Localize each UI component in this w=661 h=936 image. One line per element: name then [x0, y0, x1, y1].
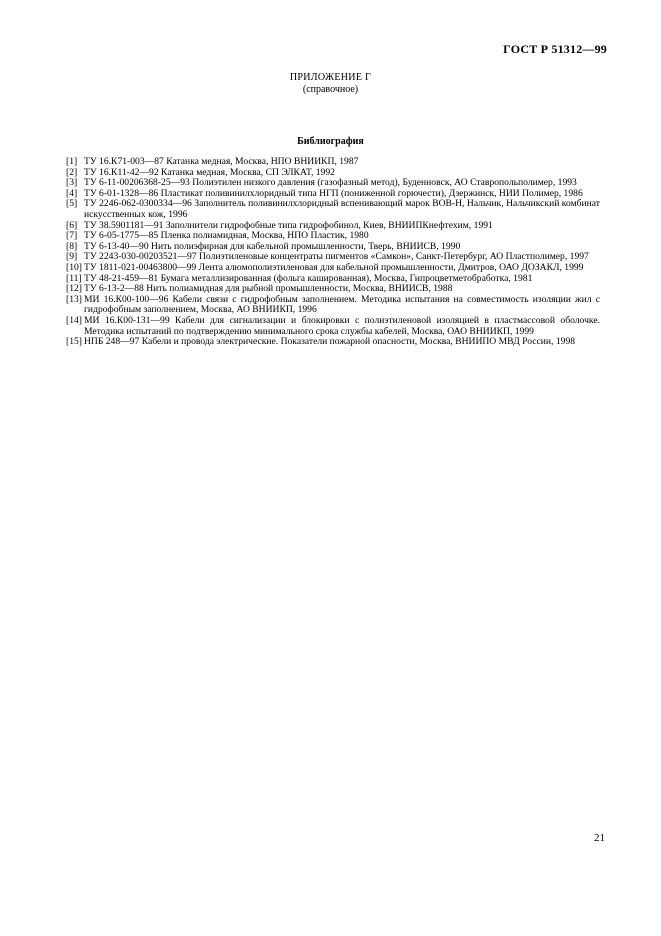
bibliography-item-number: [13] — [66, 293, 82, 305]
appendix-subtitle: (справочное) — [302, 84, 359, 95]
document-code: ГОСТ Р 51312—99 — [503, 42, 607, 56]
bibliography-item-text: ТУ 2246-062-0300334—96 Заполнитель поливинилхлоридный вспенивающий марок ВОВ-Н, Нальчик, Нальчикский комбинат искусственных кож, 1996 — [84, 198, 600, 220]
bibliography-item-text: ТУ 2243-030-00203521—97 Полиэтиленовые концентраты пигментов «Самкон», Санкт-Петербург, АО Пластполимер, 1997 — [84, 251, 589, 263]
bibliography-item-text: ТУ 1811-021-00463800—99 Лента алюмополиэтиленовая для кабельной промышленности, Дмитров, ОАО ДОЗАКЛ, 1999 — [84, 261, 584, 273]
bibliography-item-text: ТУ 16.К71-003—87 Катанка медная, Москва, НПО ВНИИКП, 1987 — [84, 156, 359, 167]
bibliography-item-number: [10] — [66, 261, 82, 273]
bibliography-item-number: [11] — [66, 272, 82, 284]
bibliography-item-number: [3] — [66, 177, 78, 189]
page-number: 21 — [594, 832, 605, 844]
bibliography-item-text: ТУ 6-13-2—88 Нить полиамидная для рыбной промышленности, Москва, ВНИИСВ, 1988 — [84, 283, 453, 295]
appendix-title: ПРИЛОЖЕНИЕ Г — [289, 72, 372, 83]
bibliography-item-text: НПБ 248—97 Кабели и провода электрические. Показатели пожарной опасности, Москва, ВНИИПО МВД России, 1998 — [84, 336, 576, 348]
bibliography-item-number: [14] — [66, 314, 82, 326]
bibliography-item-number: [1] — [66, 156, 78, 167]
bibliography-item-text: ТУ 6-01-1328—86 Пластикат поливинилхлоридный типа НГП (пониженной горючести), Дзержинск, НИИ Полимер, 1986 — [84, 187, 583, 199]
bibliography-item-number: [6] — [66, 219, 78, 231]
bibliography-item-text: ТУ 48-21-459—81 Бумага металлизированная (фольга кашированная), Москва, Гипроцветметобработка, 1981 — [84, 272, 533, 284]
bibliography-item-text: МИ 16.К00-131—99 Кабели для сигнализации и блокировки с полиэтиленовой изоляцией в пластмассовой оболочке. Методика испытаний по подтверждению минимального срока службы кабелей, Москва, ОАО ВНИИКП, 1999 — [84, 314, 600, 337]
bibliography-item-text: ТУ 38.5901181—91 Заполнители гидрофобные типа гидрофобинол, Киев, ВНИИПКнефтехим, 1991 — [84, 219, 493, 231]
bibliography-item-text: ТУ 6-05-1775—85 Пленка полиамидная, Москва, НПО Пластик, 1980 — [84, 230, 369, 242]
bibliography-item — [66, 337, 600, 348]
appendix-header — [0, 72, 661, 96]
bibliography-item-text: ТУ 6-13-40—90 Нить полиэфирная для кабельной промышленности, Тверь, ВНИИСВ, 1990 — [84, 240, 461, 252]
bibliography-item-text: ТУ 6-11-00206368-25—93 Полиэтилен низкого давления (газофазный метод), Буденновск, АО Ставропольполимер, 1993 — [84, 177, 577, 189]
bibliography-heading: Библиография — [297, 136, 364, 147]
bibliography-item-number: [7] — [66, 230, 78, 242]
bibliography-item — [66, 316, 600, 337]
bibliography-item-number: [2] — [66, 166, 78, 178]
bibliography-item — [66, 199, 600, 220]
bibliography-item — [66, 295, 600, 316]
bibliography-item-number: [15] — [66, 336, 82, 348]
bibliography-item-number: [12] — [66, 283, 82, 295]
bibliography-item-number: [9] — [66, 251, 78, 263]
bibliography-item-text: ТУ 16.К11-42—92 Катанка медная, Москва, СП ЭЛКАТ, 1992 — [84, 166, 335, 178]
bibliography-item-text: МИ 16.К00-100—96 Кабели связи с гидрофобным заполнением. Методика испытания на совместимость изоляции жил с гидрофобным заполнением, Москва, АО ВНИИКП, 1996 — [84, 293, 600, 316]
bibliography-item-number: [4] — [66, 187, 78, 199]
bibliography-item-number: [5] — [66, 198, 78, 210]
bibliography-list — [66, 157, 600, 348]
bibliography-item-number: [8] — [66, 240, 78, 252]
